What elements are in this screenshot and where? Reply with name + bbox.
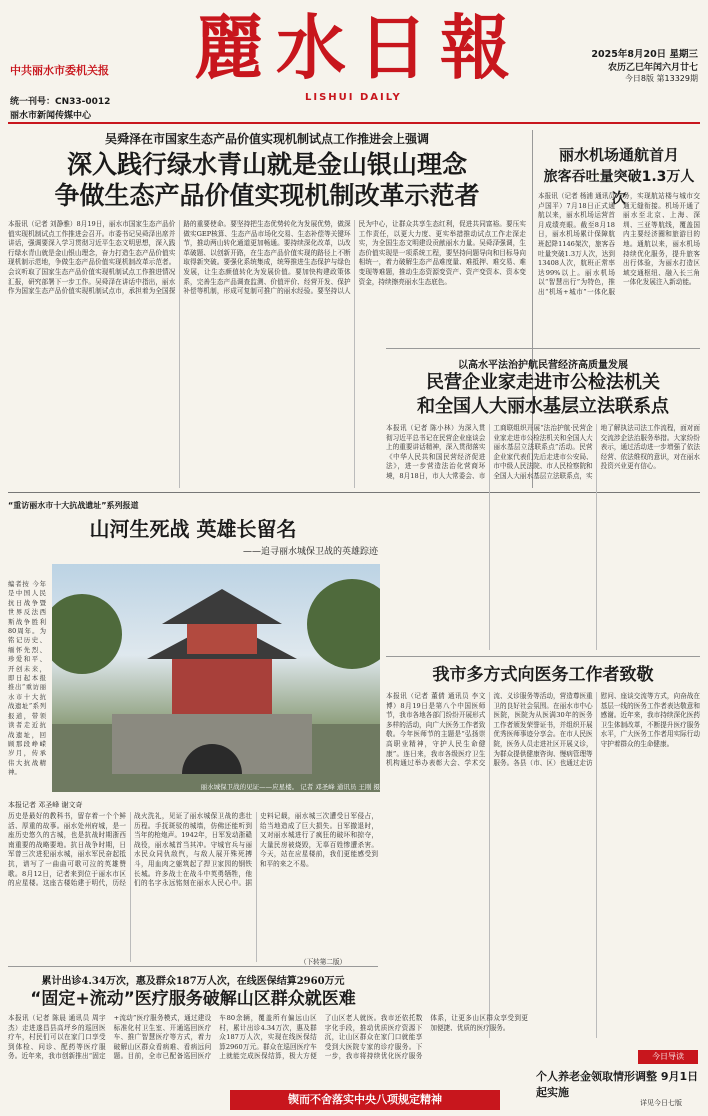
airport-headline-2: 旅客吞吐量突破1.3万人次 (543, 169, 695, 207)
econ-body: 本报讯（记者 陈小林）为深入贯彻习近平总书记在民营企业座谈会上的重要讲话精神，深入贯彻落实《中华人民共和国民营经济促进法》，进一步营造法治化营商环境，8月18日，市人大常委会、市工商联组织开展“法治护航·民营企业家走进市公检法机关和全国人大丽水基层立法联系点”活动。民营企业家代表们先后走进市公安局、市中级人民法院、市人民检察院和全国人大丽水基层立法联系点，实地了解执法司法工作流程，面对面交流涉企法治服务举措。大家纷纷表示，通过活动进一步增强了依法经营、依法维权的意识，对在丽水投资兴业更有信心。 (386, 424, 700, 480)
series-continued: （下转第二版） (300, 958, 347, 966)
digest-label: 今日导读 (638, 1050, 698, 1064)
econ-headline-1: 民营企业家走进市公检法机关 (426, 372, 660, 393)
masthead-title-en: LISHUI DAILY (305, 92, 402, 103)
lead-kicker: 吴舜泽在市国家生态产品价值实现机制试点工作推进会上强调 (104, 132, 429, 146)
tower-illustration (52, 564, 380, 792)
bottom-banner: 锲而不舍落实中央八项规定精神 (230, 1090, 500, 1110)
econ-headline-2: 和全国人大丽水基层立法联系点 (417, 396, 669, 417)
series-editor-note: 编者按 今年是中国人民抗日战争暨世界反法西斯战争胜利80周年。为铭记历史、缅怀先烈、珍爱和平、开创未来，即日起本报推出“重访丽水市十大抗战遗址”系列报道，带领读者走近抗战遗址，回顾那段峥嵘岁月，传承伟大抗战精神。 (8, 580, 46, 777)
series-label: “重访丽水市十大抗战遗址”系列报道 (8, 501, 139, 510)
doctors-body: 本报讯（记者 董倩 通讯员 李文博）8月19日是第八个中国医师节，我市各地各部门纷纷开展形式多样的活动，向广大医务工作者致敬。今年医师节的主题是“弘扬崇高职业精神，守护人民生命健康”。连日来，我市各级医疗卫生机构通过举办表彰大会、学术交流、义诊服务等活动，营造尊医重卫的良好社会氛围。在丽水市中心医院，医院为从医满30年的医务工作者颁发荣誉证书，并组织开展优秀医师事迹分享会。在市人民医院，医务人员走进社区开展义诊，为群众提供健康咨询、慢病管理等服务。各县（市、区）也通过走访慰问、座谈交流等方式，向奋战在基层一线的医务工作者表达敬意和感谢。近年来，我市持续深化医药卫生体制改革，不断提升医疗服务水平，广大医务工作者用实际行动守护着群众的生命健康。 (386, 692, 700, 768)
section-rule-medical (8, 966, 378, 967)
masthead-rule (8, 122, 700, 124)
lead-body: 本报讯（记者 刘静雅）8月19日，丽水市国家生态产品价值实现机制试点工作推进会召开。市委书记吴舜泽出席并讲话，强调要深入学习贯彻习近平生态文明思想，深入践行绿水青山就是金山银山理念，奋力打造生态产品价值实现机制示范地，争做生态产品价值实现机制改革示范者。会议听取了国家生态产品价值实现机制试点工作推进情况汇报，研究部署下一步工作。吴舜泽在讲话中指出，丽水作为国家生态产品价值实现机制试点市，承担着为全国探路的重要使命。要坚持把生态优势转化为发展优势，做深做实GEP核算、生态产品市场化交易、生态补偿等关键环节，推动两山转化通道更加畅通。要持续深化改革，以改革破题、以创新开路，在生态产品价值实现的路径上不断取得新突破。要强化系统集成，统筹推进生态保护与绿色发展，让生态颜值转化为发展价值。要加快构建政策体系，完善生态产品调查监测、价值评价、经营开发、保护补偿等机制，形成可复制可推广的丽水经验。要坚持以人民为中心，让群众共享生态红利，促进共同富裕。要压实工作责任，以更大力度、更实举措推动试点工作走深走实，为全国生态文明建设贡献丽水力量。吴舜泽强调，生态价值实现是一项系统工程，要坚持问题导向和目标导向相统一，着力破解生态产品难度量、难抵押、难交易、难变现等难题，推动生态资源变资产、资产变资本、资本变资金，持续擦亮丽水生态底色。 (8, 220, 526, 296)
section-rule-right (386, 348, 700, 349)
issue-date: 2025年8月20日 星期三 (591, 49, 698, 60)
airport-headline-1: 丽水机场通航首月 (558, 146, 679, 164)
issuer: 丽水市新闻传媒中心 (10, 111, 92, 121)
issue-number: 今日8版 第13329期 (624, 74, 698, 83)
series-photo (52, 564, 380, 792)
series-body: 历史是最好的教科书，留存着一个个鲜活、厚重的故事。丽水处州府城，是一座历史悠久的古城，也是抗战时期浙西南重要的战略要地。抗日战争时期，日军曾三次进犯丽水城，丽水军民奋起抵抗，谱写了一曲曲可歌可泣的英雄赞歌。8月12日，记者来到位于丽水市区的应星楼。这座古楼始建于明代，历经战火洗礼，见证了丽水城保卫战的悲壮历程。手抚斑驳的城墙，仿佛还能听到当年的枪炮声。1942年，日军发动浙赣战役，丽水城首当其冲。守城官兵与丽水民众同仇敌忾，与敌人展开殊死搏斗，用血肉之躯筑起了捍卫家园的钢铁长城。许多战士在战斗中英勇牺牲，他们的名字永远铭刻在丽水人民心中。据史料记载，丽水城三次遭受日军侵占，给当地造成了巨大损失。日军撤退时，又对丽水城进行了疯狂的破坏和掠夺，大量民房被烧毁，无辜百姓惨遭杀害。今天，站在应星楼前，我们更能感受到和平的来之不易。 (8, 812, 378, 888)
digest-ref: 详见今日七版 (640, 1099, 682, 1107)
airport-body: 本报讯（记者 杨浦 通讯员 卢国平）7月18日正式通航以来，丽水机场运营首月成绩亮眼。截至8月18日，丽水机场累计保障航班起降1146架次，旅客吞吐量突破1.3万人次，达到13408人次，航班正常率达99%以上。丽水机场以“智慧出行”为特色，推出“机场+城市”一体化服务，实现航站楼与城市交通无缝衔接。机场开通了丽水至北京、上海、深圳、三亚等航线，覆盖国内主要经济圈和旅游目的地。通航以来，丽水机场持续优化服务，提升旅客出行体验，为丽水打造区域交通枢纽、融入长三角一体化发展注入新动能。 (538, 192, 700, 296)
digest-headline[interactable]: 个人养老金领取情形调整 9月1日起实施 (536, 1070, 699, 1099)
series-byline: 本报记者 邓圣峰 谢文奇 (8, 801, 83, 809)
medical-kicker: 累计出诊4.34万次，惠及群众187万人次，在线医保结算2960万元 (41, 976, 345, 987)
section-rule-doctors (386, 656, 700, 657)
series-subhead: ——追寻丽水城保卫战的英雄踪迹 (242, 547, 378, 557)
series-headline: 山河生死战 英雄长留名 (89, 517, 297, 541)
lead-headline-1: 深入践行绿水青山就是金山银山理念 (66, 150, 467, 179)
masthead-title: 麗水日報 (194, 6, 522, 89)
medical-headline: “固定+流动”医疗服务破解山区群众就医难 (30, 989, 356, 1009)
cn-number: 统一刊号：CN33-0012 (10, 97, 111, 107)
lead-headline-2: 争做生态产品价值实现机制改革示范者 (54, 181, 480, 210)
photo-caption: 丽水城保卫战的见证——应星楼。 记者 邓圣峰 通讯员 王刚 摄 (200, 783, 380, 791)
publisher-label: 中共丽水市委机关报 (10, 64, 109, 77)
lunar-date: 农历乙巳年闰六月廿七 (607, 63, 698, 73)
doctors-headline: 我市多方式向医务工作者致敬 (432, 665, 654, 685)
econ-kicker: 以高水平法治护航民营经济高质量发展 (458, 360, 628, 371)
medical-body: 本报讯（记者 陈晨 通讯员 周宇杰）走进遂昌县高坪乡的巡回医疗车，村民们可以在家门口享受到体检、问诊、配药等医疗服务。近年来，我市创新推出“固定+流动”医疗服务模式，通过建设标准化村卫生室、开通巡回医疗车、推广智慧医疗等方式，着力破解山区群众看病难、看病远问题。目前，全市已配备巡回医疗车80余辆，覆盖所有偏远山区村，累计出诊4.34万次，惠及群众187万人次，实现在线医保结算2960万元。群众在巡回医疗车上就能完成医保结算，极大方便了山区老人就医。我市还依托数字化手段，推动优质医疗资源下沉，让山区群众在家门口就能享受到大医院专家的诊疗服务。下一步，我市将持续优化医疗服务体系，让更多山区群众享受到更加便捷、优质的医疗服务。 (8, 1014, 528, 1061)
